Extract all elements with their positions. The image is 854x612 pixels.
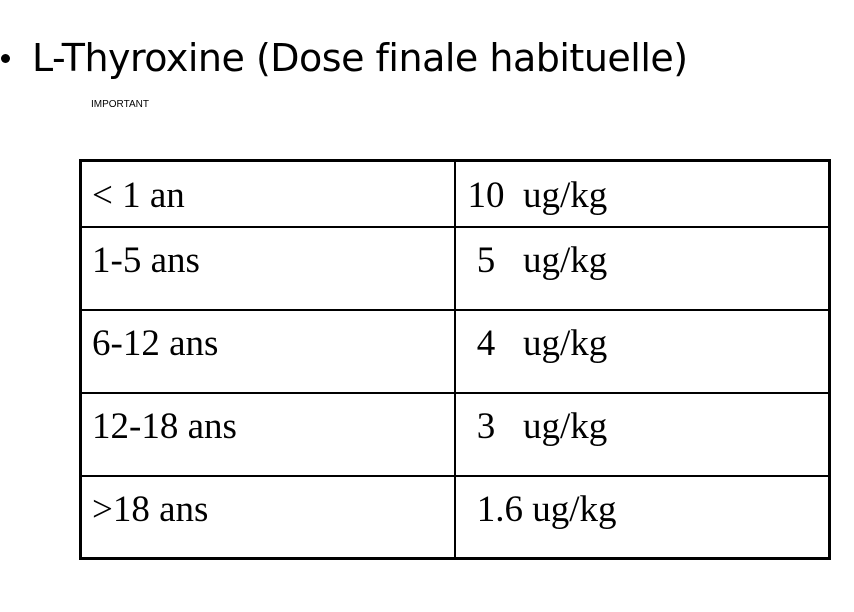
dose-cell: 5 ug/kg — [455, 227, 830, 310]
age-cell: >18 ans — [81, 476, 455, 559]
bullet-icon — [1, 54, 10, 63]
dose-cell: 10 ug/kg — [455, 161, 830, 227]
dose-cell: 4 ug/kg — [455, 310, 830, 393]
dose-cell: 1.6 ug/kg — [455, 476, 830, 559]
age-cell: 1-5 ans — [81, 227, 455, 310]
dose-table — [79, 159, 831, 560]
age-cell: 6-12 ans — [81, 310, 455, 393]
important-note: IMPORTANT — [91, 99, 149, 110]
age-cell: 12-18 ans — [81, 393, 455, 476]
table-row — [81, 227, 830, 310]
dose-cell: 3 ug/kg — [455, 393, 830, 476]
slide-title: L-Thyroxine (Dose finale habituelle) — [32, 36, 688, 80]
age-cell: < 1 an — [81, 161, 455, 227]
table-row — [81, 161, 830, 227]
table-row — [81, 393, 830, 476]
table-row — [81, 310, 830, 393]
table-row — [81, 476, 830, 559]
